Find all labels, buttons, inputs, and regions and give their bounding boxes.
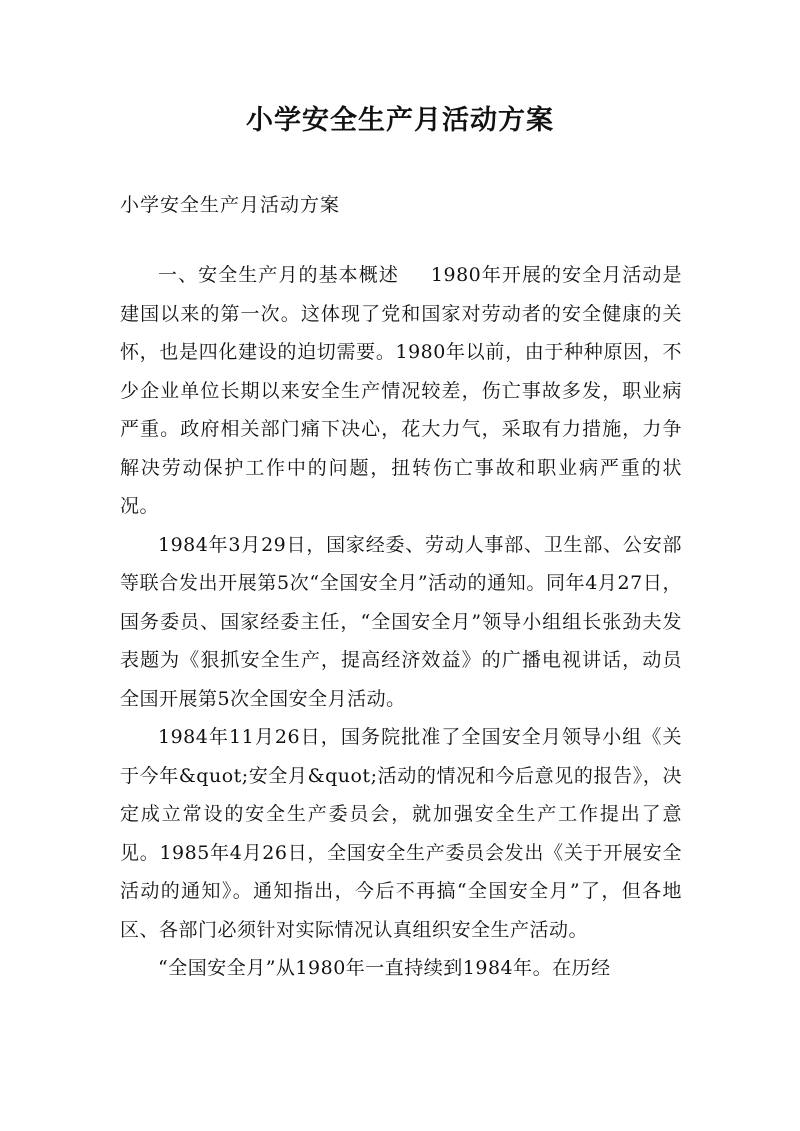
paragraph-1984-march: 1984年3月29日，国家经委、劳动人事部、卫生部、公安部等联合发出开展第5次“全国安全月”活动的通知。同年4月27日，国务委员、国家经委主任，“全国安全月”领导小组组长张劲夫发表题为《狠抓安全生产，提高经济效益》的广播电视讲话，动员全国开展第5次全国安全月活动。 (120, 533, 682, 710)
paragraph-overview (120, 256, 682, 526)
document-subtitle: 小学安全生产月活动方案 (120, 194, 341, 216)
section-heading: 一、安全生产月的基本概述 (158, 264, 399, 286)
document-title: 小学安全生产月活动方案 (246, 105, 554, 136)
paragraph-text: 1980年开展的安全月活动是建国以来的第一次。这体现了党和国家对劳动者的安全健康的关怀，也是四化建设的迫切需要。1980年以前，由于种种原因，不少企业单位长期以来安全生产情况较差，伤亡事故多发，职业病严重。政府相关部门痛下决心，花大力气，采取有力措施，力争解决劳动保护工作中的问题，扭转伤亡事故和职业病严重的状况。 (120, 264, 682, 517)
paragraph-1984-november: 1984年11月26日，国务院批准了全国安全月领导小组《关于今年&quot;安全月&quot;活动的情况和今后意见的报告》，决定成立常设的安全生产委员会，就加强安全生产工作提出了意见。1985年4月26日，全国安全生产委员会发出《关于开展安全活动的通知》。通知指出，今后不再搞“全国安全月”了，但各地区、各部门必须针对实际情况认真组织安全生产活动。 (120, 726, 682, 941)
paragraph-safety-month-history: “全国安全月”从1980年一直持续到1984年。在历经 (158, 957, 611, 979)
document-body (120, 256, 682, 988)
